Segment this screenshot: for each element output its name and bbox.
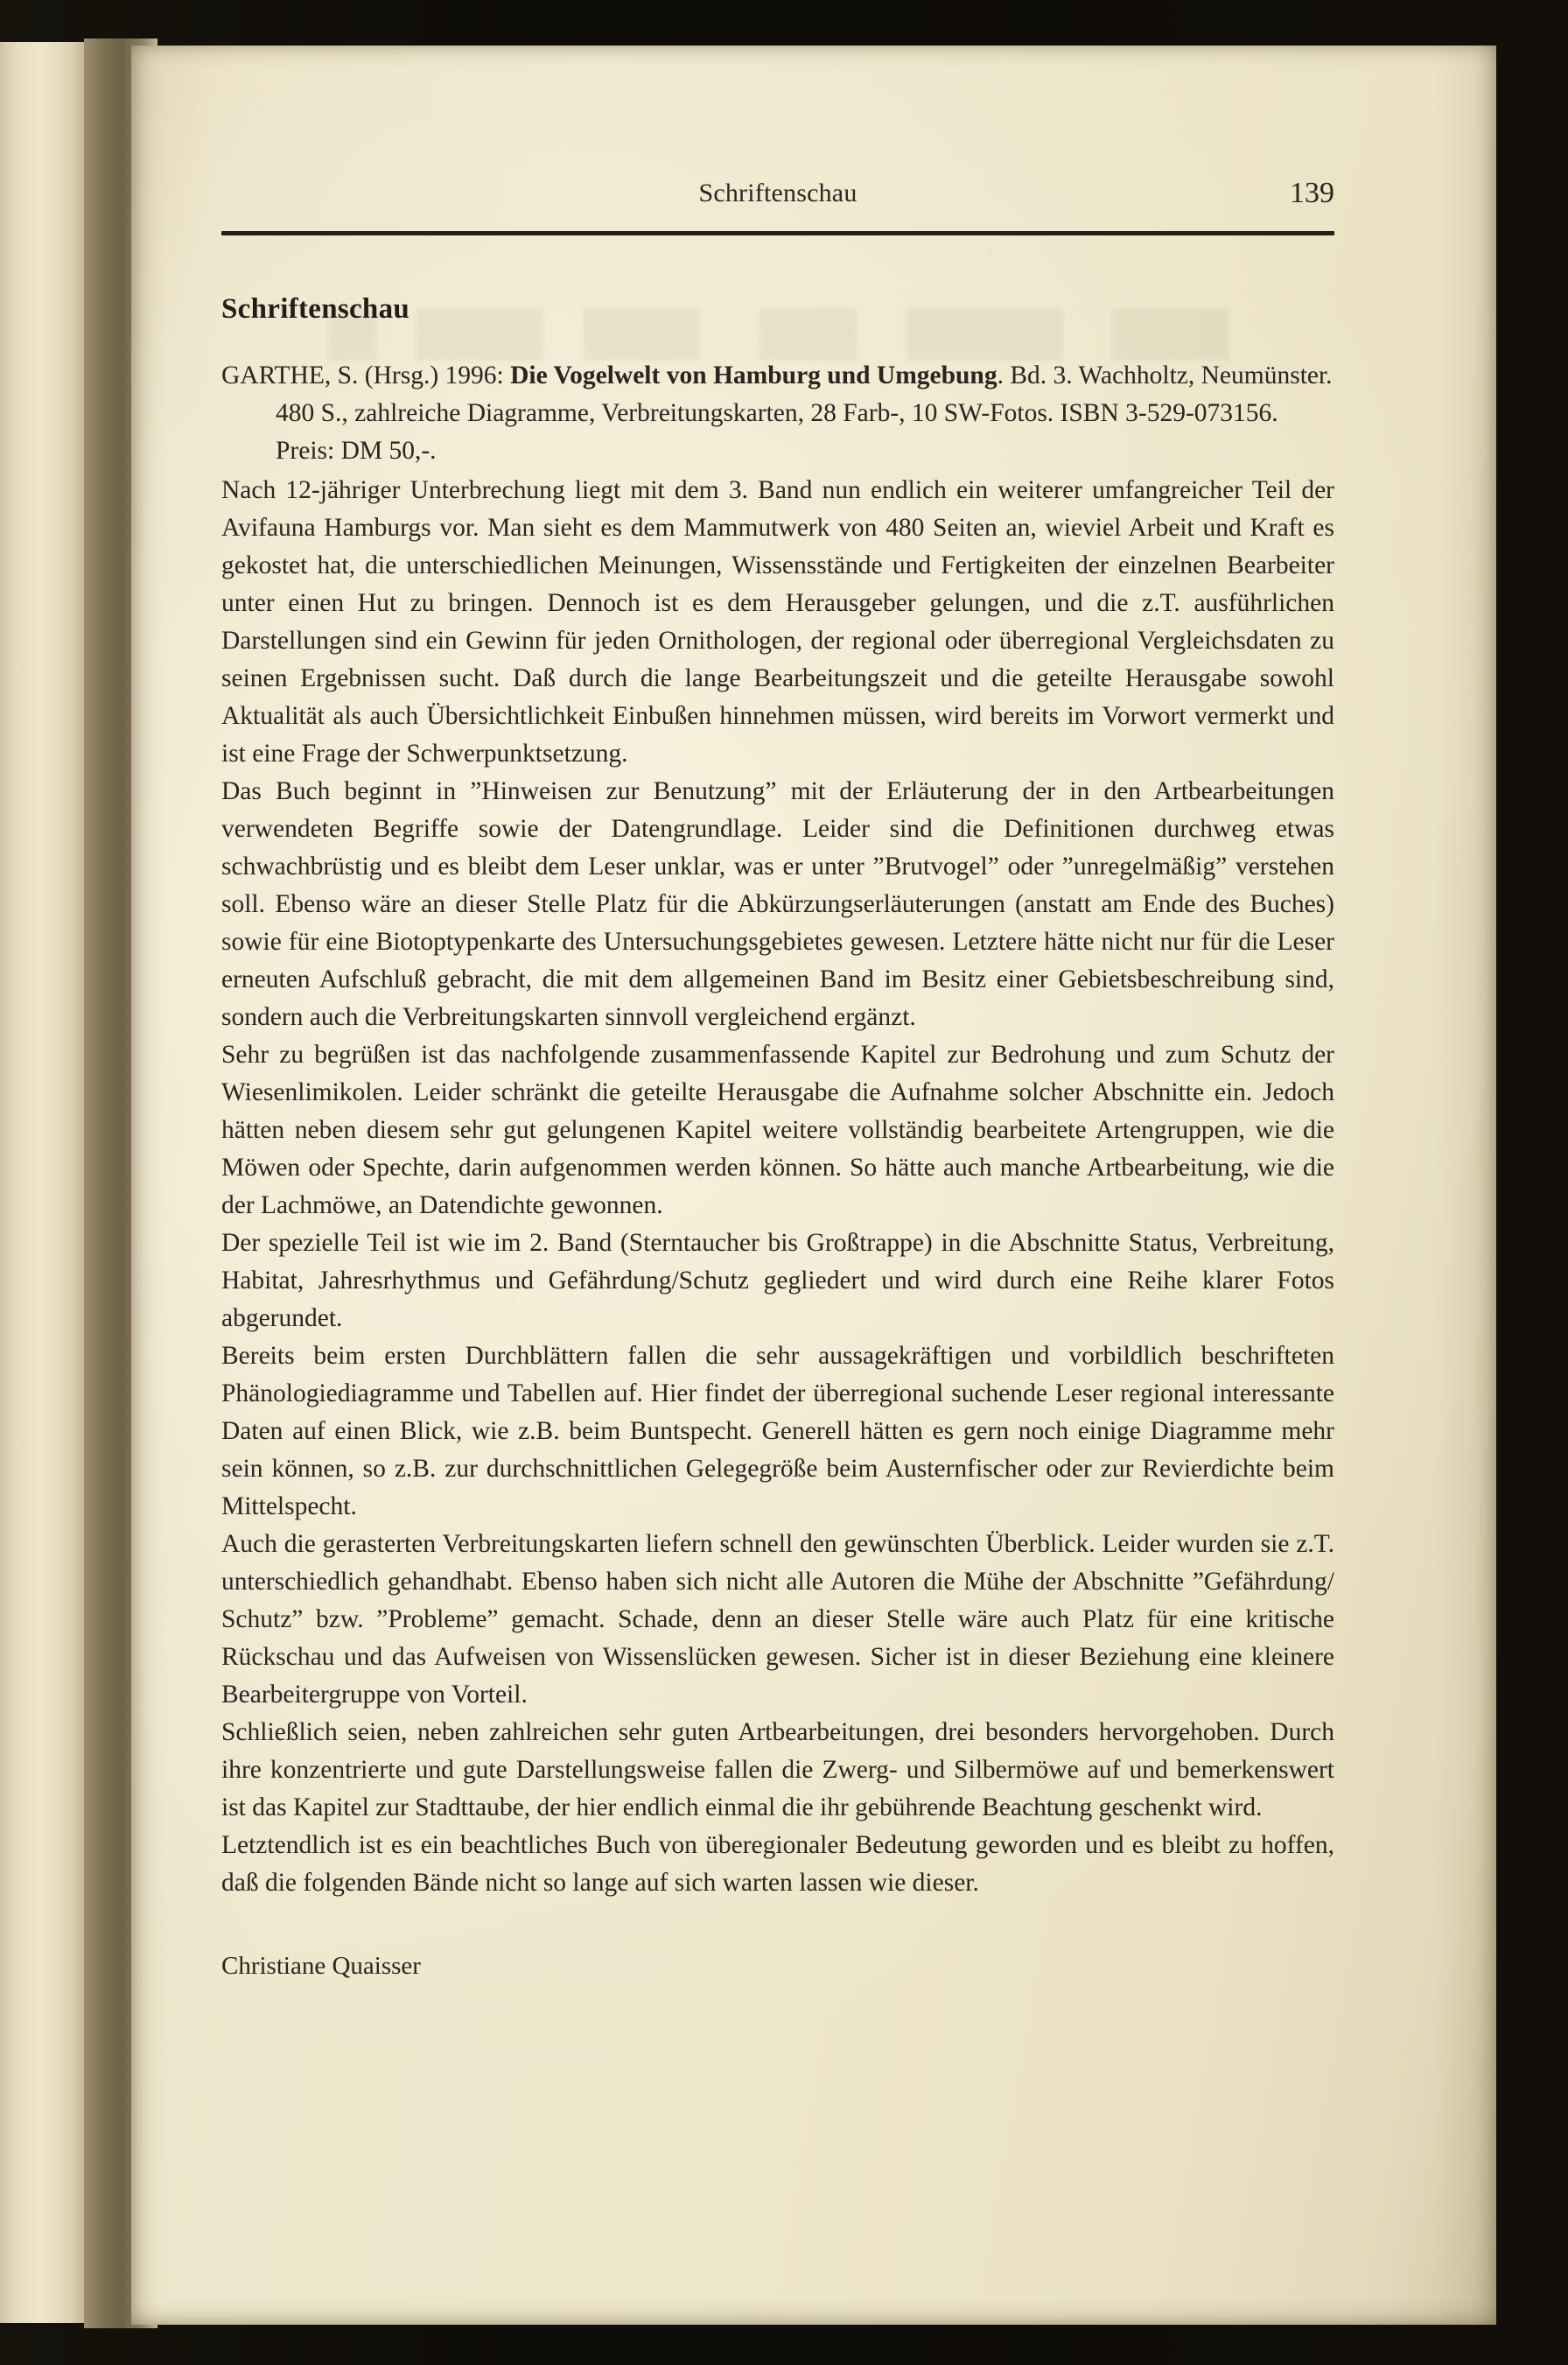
- page-number: 139: [1290, 177, 1334, 209]
- citation-publication-details: . Bd. 3. Wachholtz, Neumünster. 480 S., zahlreiche Diagramme, Verbreitungskarten, 28 Farb-, 10 SW-Fotos. ISBN 3-529-073156. Preis: DM 50,-.: [276, 361, 1333, 465]
- running-head: [221, 179, 1334, 224]
- citation-author-year: GARTHE, S. (Hrsg.) 1996:: [221, 361, 511, 389]
- citation-book-title: Die Vogelwelt von Hamburg und Umgebung: [510, 361, 998, 389]
- section-heading: Schriftenschau: [221, 293, 410, 325]
- review-paragraph: Nach 12-jähriger Unterbrechung liegt mit dem 3. Band nun endlich ein weiterer umfangreicher Teil der Avifauna Hamburgs vor. Man sieht es dem Mammutwerk von 480 Seiten an, wieviel Arbeit und Kraft es gekostet hat, die unterschiedlichen Meinungen, Wissensstände und Fertigkeiten der einzelnen Bearbeiter unter einen Hut zu bringen. Dennoch ist es dem Herausgeber gelungen, und die z.T. ausführlichen Darstellungen sind ein Gewinn für jeden Ornithologen, der regional oder überregional Vergleichsdaten zu seinen Ergebnissen sucht. Daß durch die lange Bearbeitungszeit und die geteilte Herausgabe sowohl Aktualität als auch Übersichtlichkeit Einbußen hinnehmen müssen, wird bereits im Vorwort vermerkt und ist eine Frage der Schwerpunktsetzung.: [221, 476, 1334, 768]
- header-rule: [221, 231, 1334, 235]
- review-paragraph: Bereits beim ersten Durchblättern fallen die sehr aussagekräftigen und vorbildlich beschrifteten Phänologiediagramme und Tabellen auf. Hier findet der überregional suchende Leser regional interessante Daten auf einen Blick, wie z.B. beim Buntspecht. Generell hätten es gern noch einige Diagramme mehr sein können, so z.B. zur durchschnittlichen Gelegegröße beim Austernfischer oder zur Revierdichte beim Mittelspecht.: [221, 1342, 1334, 1520]
- bibliographic-citation: [221, 357, 1334, 470]
- facing-page-edge: [0, 42, 91, 2323]
- review-paragraph: Schließlich seien, neben zahlreichen sehr guten Artbearbeitungen, drei besonders hervorgehoben. Durch ihre konzentrierte und gute Darstellungsweise fallen die Zwerg- und Silbermöwe auf und bemerkenswert ist das Kapitel zur Stadttaube, der hier endlich einmal die ihr gebührende Beachtung geschenkt wird.: [221, 1718, 1334, 1821]
- running-head-title: Schriftenschau: [698, 179, 858, 207]
- book-page: [131, 46, 1496, 2325]
- page-content: [221, 179, 1334, 1985]
- review-author-signature: Christiane Quaisser: [221, 1952, 421, 1980]
- review-paragraph: Letztendlich ist es ein beachtliches Buch von überegionaler Bedeutung geworden und es bleibt zu hoffen, daß die folgenden Bände nicht so lange auf sich warten lassen wie dieser.: [221, 1831, 1334, 1897]
- review-paragraph: Das Buch beginnt in ”Hinweisen zur Benutzung” mit der Erläuterung der in den Artbearbeitungen verwendeten Begriffe sowie der Datengrundlage. Leider sind die Definitionen durchweg etwas schwachbrüstig und es bleibt dem Leser unklar, was er unter ”Brutvogel” oder ”unregelmäßig” verstehen soll. Ebenso wäre an dieser Stelle Platz für die Abkürzungserläuterungen (anstatt am Ende des Buches) sowie für eine Biotoptypenkarte des Untersuchungsgebietes gewesen. Letztere hätte nicht nur für die Leser erneuten Aufschluß gebracht, die mit dem allgemeinen Band im Besitz einer Gebietsbeschreibung sind, sondern auch die Verbreitungskarten sinnvoll vergleichend ergänzt.: [221, 777, 1334, 1031]
- review-paragraph: Sehr zu begrüßen ist das nachfolgende zusammenfassende Kapitel zur Bedrohung und zum Schutz der Wiesenlimikolen. Leider schränkt die geteilte Herausgabe die Aufnahme solcher Abschnitte ein. Jedoch hätten neben diesem sehr gut gelungenen Kapitel weitere vollständig bearbeitete Artengruppen, wie die Möwen oder Spechte, darin aufgenommen werden können. So hätte auch manche Artbearbeitung, wie die der Lachmöwe, an Datendichte gewonnen.: [221, 1041, 1334, 1219]
- review-paragraph: Der spezielle Teil ist wie im 2. Band (Sterntaucher bis Großtrappe) in die Abschnitte Status, Verbreitung, Habitat, Jahresrhythmus und Gefährdung/Schutz gegliedert und wird durch eine Reihe klarer Fotos abgerundet.: [221, 1229, 1334, 1332]
- review-paragraph: Auch die gerasterten Verbreitungskarten liefern schnell den gewünschten Überblick. Leider wurden sie z.T. unterschiedlich gehandhabt. Ebenso haben sich nicht alle Autoren die Mühe der Abschnitte ”Gefährdung/ Schutz” bzw. ”Probleme” gemacht. Schade, denn an dieser Stelle wäre auch Platz für eine kritische Rückschau und das Aufweisen von Wissenslücken gewesen. Sicher ist in dieser Beziehung eine kleinere Bearbeitergruppe von Vorteil.: [221, 1530, 1334, 1709]
